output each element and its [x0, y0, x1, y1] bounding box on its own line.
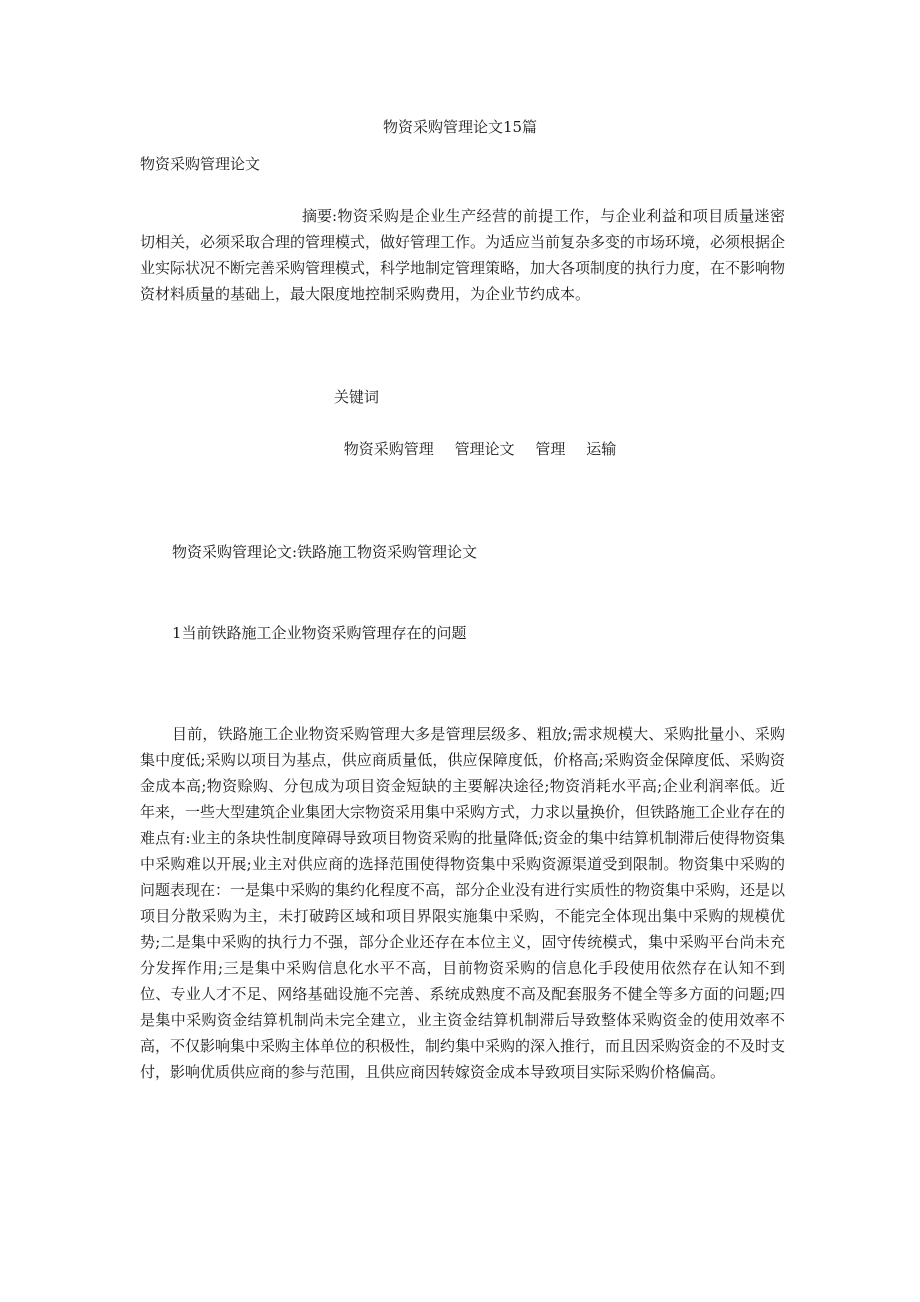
abstract-paragraph — [140, 203, 785, 307]
keyword-item: 管理论文 — [454, 440, 515, 458]
abstract-label: 摘要: — [302, 207, 338, 225]
document-subtitle: 物资采购管理论文 — [140, 155, 261, 173]
body-paragraph: 目前，铁路施工企业物资采购管理大多是管理层级多、粗放;需求规模大、采购批量小、采购集中度低;采购以项目为基点，供应商质量低，供应保障度低，价格高;采购资金保障度低、采购资金成本高;物资赊购、分包成为项目资金短缺的主要解决途径;物资消耗水平高;企业利润率低。近年来，一些大型建筑企业集团大宗物资采用集中采购方式，力求以量换价，但铁路施工企业存在的难点有:业主的条块性制度障碍导致项目物资采购的批量降低;资金的集中结算机制滞后使得物资集中采购难以开展;业主对供应商的选择范围使得物资集中采购资源渠道受到限制。物资集中采购的问题表现在：一是集中采购的集约化程度不高，部分企业没有进行实质性的物资集中采购，还是以项目分散采购为主，未打破跨区域和项目界限实施集中采购，不能完全体现出集中采购的规模优势;二是集中采购的执行力不强，部分企业还存在本位主义，固守传统模式，集中采购平台尚未充分发挥作用;三是集中采购信息化水平不高，目前物资采购的信息化手段使用依然存在认知不到位、专业人才不足、网络基础设施不完善、系统成熟度不高及配套服务不健全等多方面的问题;四是集中采购资金结算机制尚未完全建立，业主资金结算机制滞后导致整体采购资金的使用效率不高，不仅影响集中采购主体单位的积极性，制约集中采购的深入推行，而且因采购资金的不及时支付，影响优质供应商的参与范围，且供应商因转嫁资金成本导致项目实际采购价格偏高。 — [140, 725, 786, 1081]
section-title: 物资采购管理论文:铁路施工物资采购管理论文 — [172, 543, 478, 561]
keyword-item: 运输 — [586, 440, 617, 458]
keywords-label: 关键词 — [334, 388, 380, 406]
abstract-text: 物资采购是企业生产经营的前提工作，与企业利益和项目质量迷密切相关，必须采取合理的管理模式，做好管理工作。为适应当前复杂多变的市场环境，必须根据企业实际状况不断完善采购管理模式，科学地制定管理策略，加大各项制度的执行力度，在不影响物资材料质量的基础上，最大限度地控制采购费用，为企业节约成本。 — [140, 207, 786, 303]
keywords-list — [0, 438, 920, 459]
keyword-item: 物资采购管理 — [343, 440, 434, 458]
keyword-item: 管理 — [535, 440, 566, 458]
problem-heading: 1当前铁路施工企业物资采购管理存在的问题 — [172, 624, 467, 642]
document-title: 物资采购管理论文15篇 — [382, 118, 538, 136]
